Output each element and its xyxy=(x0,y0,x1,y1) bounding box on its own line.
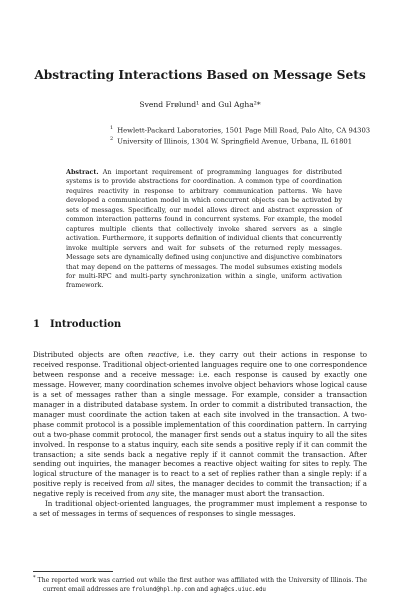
section-title: Introduction xyxy=(49,319,122,330)
abstract-text: An important requirement of programming languages for distributed systems is to provide abstractions for coordination. A common type of coordination requires reactivity in response to arbitrary communication patterns. We have developed a communication model in which concurrent objects can be activated by sets of messages. Specifically, our model allows direct and abstract expression of common interaction patterns found in concurrent systems. For example, the model captures multiple clients that collectively invoke shared servers as a single activation. Furthermore, it supports definition of individual clients that concurrently invoke multiple servers and wait for subsets of the returned reply messages. Message sets are dynamically defined using conjunctive and disjunctive combinators that may depend on the patterns of messages. The model subsumes existing models for multi-RPC and multi-party synchronization within a single, uniform activation framework. xyxy=(66,168,342,290)
email-frolund: frolund@hpl.hp.com xyxy=(131,587,195,594)
emphasis-all: all xyxy=(145,479,155,489)
section-number: 1 xyxy=(33,319,40,330)
affiliation-mark: 2 xyxy=(110,136,114,142)
abstract-label: Abstract. xyxy=(66,168,99,176)
affiliation-mark: 1 xyxy=(110,125,114,131)
section-heading xyxy=(33,319,121,330)
emphasis-any: any xyxy=(146,489,160,499)
abstract xyxy=(66,168,342,291)
footnote-mark: * xyxy=(33,575,36,581)
paragraph-1: Distributed objects are often reactive, i.e. they carry out their actions in response to received response. Traditional object-oriented languages require one to one correspondence between response and a receive message: i.e. each response is caused by exactly one message. However, many coordination schemes involve object behaviors whose logical cause is a set of messages rather than a single message. For example, consider a transaction manager in a distributed database system. In order to commit a distributed transaction, the manager must coordinate the action taken at each site involved in the transaction. A two-phase commit protocol is a possible implementation of this coordination pattern. In carrying out a two-phase commit protocol, the manager first sends out a status inquiry to all the sites involved. In response to a status inquiry, each site sends a positive reply if it can commit the transaction; a site sends back a negative reply if it cannot commit the transaction. After sending out inquiries, the manager becomes a reactive object waiting for sites to reply. The logical structure of the manager is to react to a set of replies rather than a single reply: if a positive reply is received from all sites, the manager decides to commit the transaction; if a negative reply is received from any site, the manager must abort the transaction. xyxy=(33,350,368,499)
affiliation-2 xyxy=(110,136,352,145)
emphasis-reactive: reactive xyxy=(147,350,177,359)
body-text xyxy=(33,350,367,519)
affiliation-text: University of Illinois, 1304 W. Springfield Avenue, Urbana, IL 61801 xyxy=(117,137,353,146)
affiliation-1 xyxy=(110,125,370,134)
footnote-rule xyxy=(33,571,113,572)
footnote-text: The reported work was carried out while the first author was affiliated with the University of Illinois. The current email addresses are xyxy=(37,577,367,594)
affiliation-text: Hewlett-Packard Laboratories, 1501 Page Mill Road, Palo Alto, CA 94303 xyxy=(117,126,371,135)
paper-authors: Svend Frølund¹ and Gul Agha²* xyxy=(139,100,261,109)
paragraph-2: In traditional object-oriented languages, the programmer must implement a response to a set of messages in terms of sequences of responses to single messages. xyxy=(33,499,367,519)
footnote: * The reported work was carried out while the first author was affiliated with the University of Illinois. The current email addresses are frolund@hpl.hp.com and agha@cs.uiuc.edu xyxy=(33,575,367,594)
email-agha: agha@cs.uiuc.edu xyxy=(210,587,266,594)
paper-title: Abstracting Interactions Based on Message Sets xyxy=(34,68,366,82)
